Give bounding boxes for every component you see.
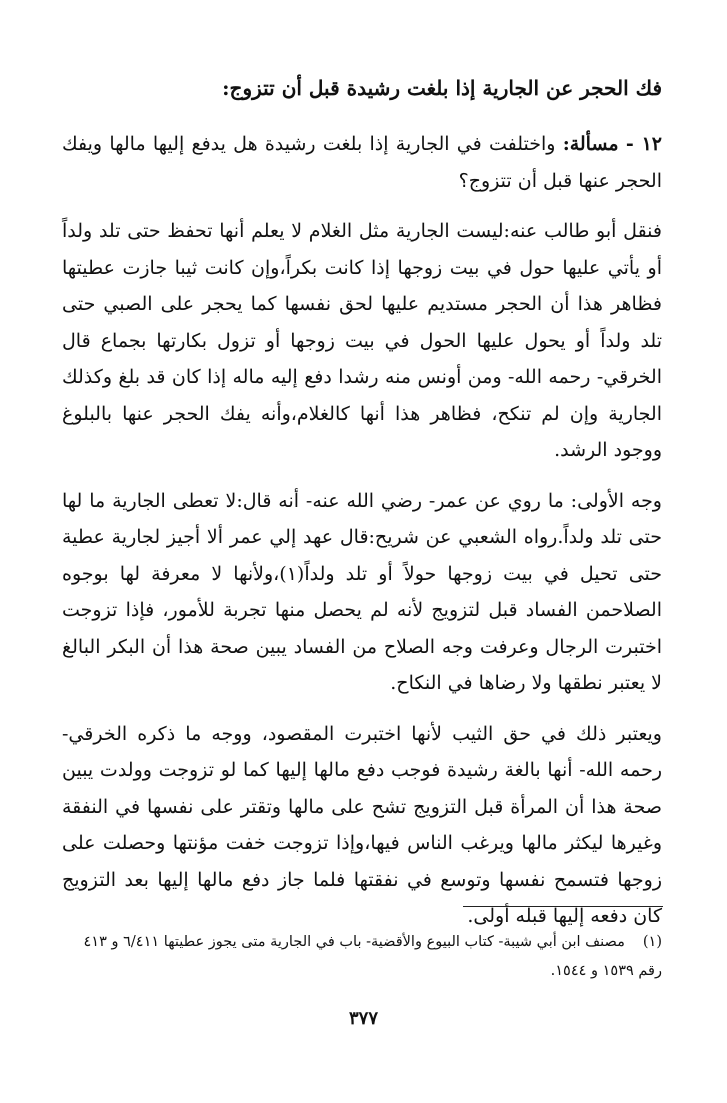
page-body [62,70,662,949]
footnote [62,928,662,986]
page-number: ٣٧٧ [348,1008,378,1029]
issue-term: مسألة: [562,133,619,155]
paragraph-issue [62,126,662,199]
footnote-divider [463,906,663,907]
issue-number: ١٢ - [625,133,662,155]
paragraph-first-view: وجه الأولى: ما روي عن عمر- رضي الله عنه- أنه قال:لا تعطى الجارية ما لها حتى تلد ولداً.رواه الشعبي عن شريح:قال عهد إلي عمر ألا أجيز لجارية عطية حتى تحيل في بيت زوجها حولاً أو تلد ولداً(١)،ولأنها لا معرفة لها بوجوه الصلاحمن الفساد قبل لتزويج لأنه لم يحصل منها تجربة للأمور، فإذا تزوجت اختبرت الرجال وعرفت وجه الصلاح من الفساد يبين صحة هذا أن البكر البالغ لا يعتبر نطقها ولا رضاها في النكاح. [62,489,663,694]
footnote-text: مصنف ابن أبي شيبة- كتاب البيوع والأقضية- باب في الجارية متى يجوز عطيتها ٦/٤١١ و ٤١٣ رقم ١٥٣٩ و ١٥٤٤. [83,934,662,979]
footnote-mark: (١) [642,934,662,950]
paragraph-second-view: ويعتبر ذلك في حق الثيب لأنها اختبرت المقصود، ووجه ما ذكره الخرقي- رحمه الله- أنها بالغة رشيدة فوجب دفع مالها إليها كما لو تزوجت وولدت يبين صحة هذا أن المرأة قبل التزويج تشح على مالها وتقتر على نفسها في النفقة وغيرها ليكثر مالها ويرغب الناس فيها،وإذا تزوجت خفت مؤنتها وحصلت على زوجها فتسمح نفسها وتوسع في نفقتها فلما جاز دفع مالها إليها بعد التزويج كان دفعه إليها قبله أولى. [62,722,662,927]
issue-text: واختلفت في الجارية إذا بلغت رشيدة هل يدفع إليها مالها ويفك الحجر عنها قبل أن تتزوج؟ [62,133,662,192]
paragraph-narration: فنقل أبو طالب عنه:ليست الجارية مثل الغلام لا يعلم أنها تحفظ حتى تلد ولداً أو يأتي عليها حول في بيت زوجها إذا كانت بكراً،وإن كانت ثيبا جازت عطيتها فظاهر هذا أن الحجر مستديم عليها لحق نفسها كما يحجر على الصبي حتى تلد ولداً أو يحول عليها الحول في بيت زوجها أو تزول بكارتها بجماع قال الخرقي- رحمه الله- ومن أونس منه رشدا دفع إليه ماله إذا كان قد بلغ وكذلك الجارية وإن لم تنكح، فظاهر هذا أنها كالغلام،وأنه يفك الحجر عنها بالبلوغ ووجود الرشد. [62,220,662,461]
section-heading: فك الحجر عن الجارية إذا بلغت رشيدة قبل أن تتزوج: [222,76,662,100]
